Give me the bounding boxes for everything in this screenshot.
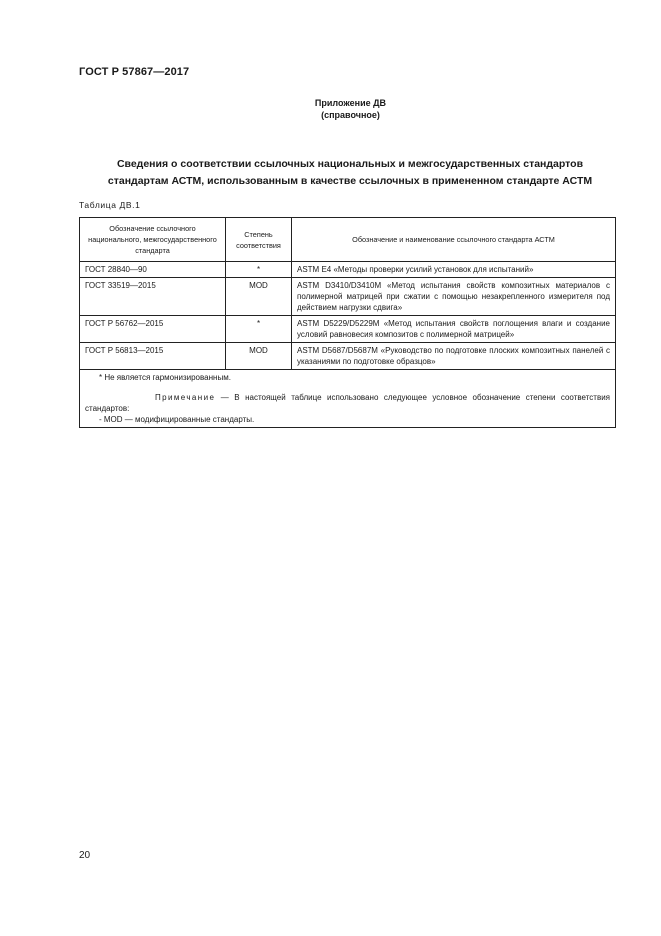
table-row: [80, 262, 616, 278]
cell-astm: ASTM E4 «Методы проверки усилий установок для испытаний»: [292, 262, 616, 278]
table-row: [80, 316, 616, 343]
cell-astm: ASTM D3410/D3410M «Метод испытания свойств композитных материалов с полимерной матрицей при сжатии с помощью незакрепленного измерителя под действием нагрузки сдвига»: [292, 278, 616, 316]
heading-line-1: Сведения о соответствии ссылочных национальных и межгосударственных стандартов: [116, 158, 584, 170]
cell-astm: ASTM D5229/D5229M «Метод испытания свойств поглощения влаги и создание условий равновесия композитов с полимерной матрицей»: [292, 316, 616, 343]
header-astm: Обозначение и наименование ссылочного стандарта АСТМ: [292, 218, 616, 262]
heading-line-2: стандартам АСТМ, использованным в качестве ссылочных в примененном стандарте АСТМ: [107, 175, 593, 187]
footnote: * Не является гармонизированным.: [99, 373, 231, 382]
table-row: [80, 343, 616, 370]
cell-degree: *: [226, 262, 292, 278]
header-designation: Обозначение ссылочного национального, межгосударственного стандарта: [80, 218, 226, 262]
note: [85, 392, 610, 414]
table-footer-row: [80, 370, 616, 428]
table-header-row: [80, 218, 616, 262]
appendix-title-block: [0, 97, 661, 121]
cell-designation: ГОСТ Р 56813—2015: [80, 343, 226, 370]
document-code: ГОСТ Р 57867—2017: [79, 66, 190, 78]
note-label: Примечание: [155, 393, 216, 402]
note-text: — В настоящей таблице использовано следующее условное обозначение степени соответствия стандартов:: [85, 393, 610, 413]
appendix-title: Приложение ДВ: [314, 98, 387, 108]
section-heading: [60, 156, 640, 190]
cell-designation: ГОСТ 28840—90: [80, 262, 226, 278]
header-degree: Степень соответствия: [226, 218, 292, 262]
cell-designation: ГОСТ 33519—2015: [80, 278, 226, 316]
page-number: 20: [79, 850, 91, 861]
table-row: [80, 278, 616, 316]
cell-astm: ASTM D5687/D5687M «Руководство по подготовке плоских композитных панелей с указаниями по подготовке образцов»: [292, 343, 616, 370]
standards-table: [79, 217, 616, 428]
cell-designation: ГОСТ Р 56762—2015: [80, 316, 226, 343]
cell-degree: *: [226, 316, 292, 343]
cell-degree: MOD: [226, 343, 292, 370]
note-item: - MOD — модифицированные стандарты.: [99, 415, 255, 424]
table-caption: Таблица ДВ.1: [79, 200, 141, 210]
appendix-subtitle: (справочное): [321, 110, 380, 120]
cell-degree: MOD: [226, 278, 292, 316]
table-footer: [80, 370, 616, 428]
